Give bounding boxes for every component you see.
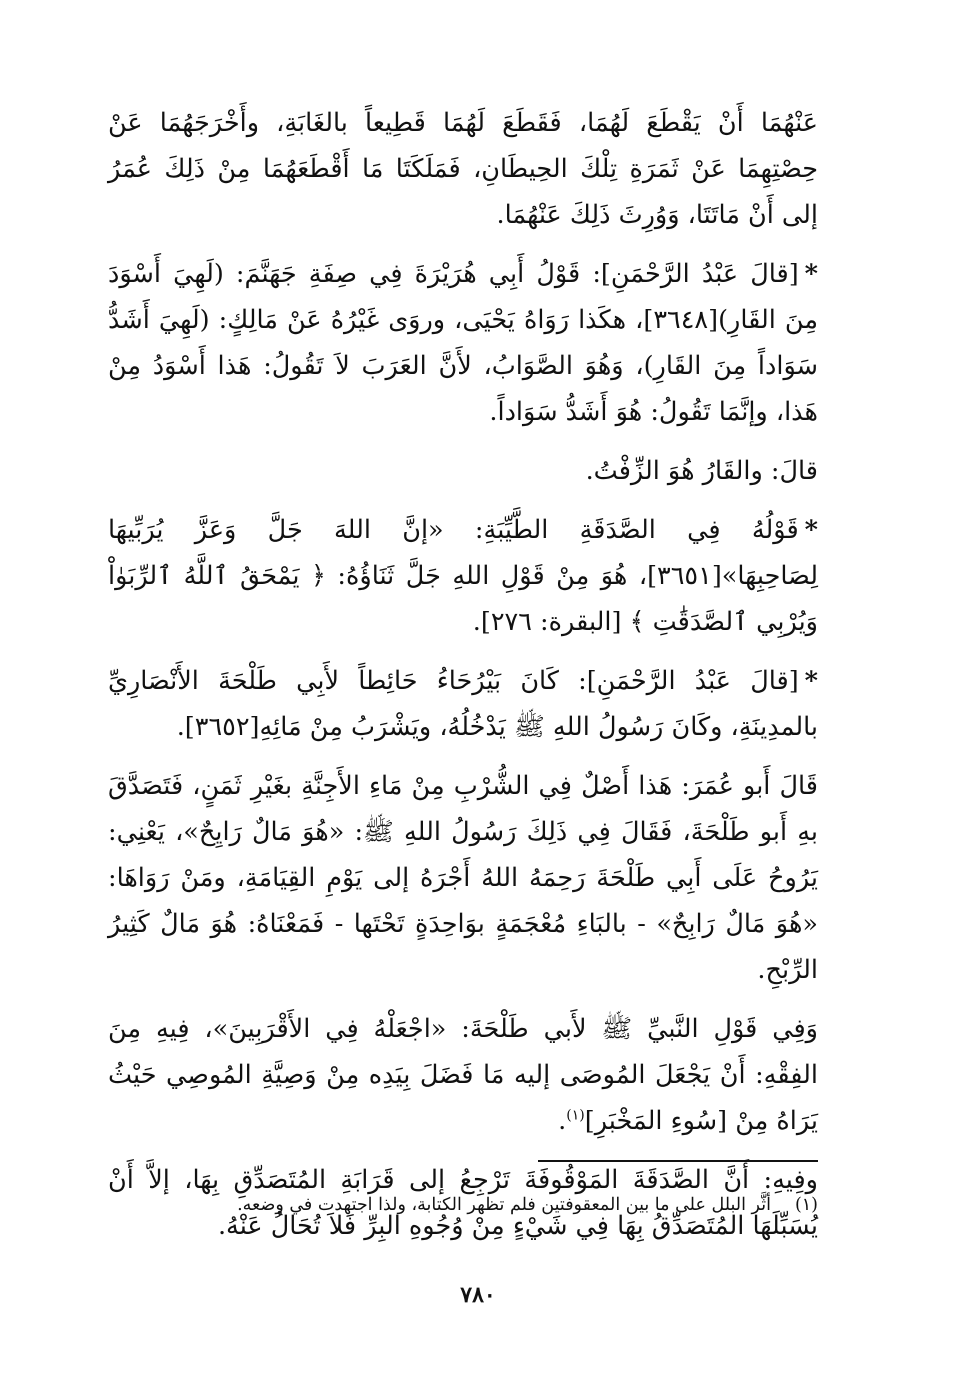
paragraph-4-text: قَوْلُهُ فِي الصَّدَقَةِ الطَّيِّبَةِ: «إنَّ اللهَ جَلَّ وَعَزَّ يُرَبِّيهَا لِصَاحِبِهَا»[٣٦٥١]، هُوَ مِنْ قَوْلِ اللهِ جَلَّ ثَنَاؤُهُ: ﴿ يَمْحَقُ ٱللَّهُ ٱلرِّبَوٰاْ وَيُرْبِي ٱلصَّدَقَٰتِ ﴾ [البقرة: ٢٧٦]. [108,515,818,637]
paragraph-1-text: عَنْهُمَا أَنْ يَقْطَعَ لَهُمَا، فَقَطَعَ لَهُمَا قَطِيعاً بالغَابَةِ، وأَخْرَجَهُمَا عَنْ حِصْتِهِمَا عَنْ ثَمَرَةِ تِلْكَ الحِيطَانِ، فَمَلَكَتَا مَا أَقْطَعَهُمَا مِنْ ذَلِكَ عُمَرُ إلى أَنْ مَاتَتَا، وَوُرِثَ ذَلِكَ عَنْهُمَا. [108,108,818,230]
paragraph-7-text: وَفِي قَوْلِ النَّبيِّ ﷺ لأَبي طَلْحَةَ: «اجْعَلْهُ فِي الأَقْرَبِينَ»، فِيهِ مِنَ الفِقْهِ: أَنْ يَجْعَلَ المُوصَى إليه مَا فَضَلَ بِيَدِه مِنْ وَصِيَّةِ المُوصِي حَيْثُ يَرَاهُ مِنْ [سُوءِ المَخْبَرِ] [108,1014,818,1136]
footnote [108,1190,818,1220]
footnote-text: أثَّر البلل على ما بين المعقوفتين فلم تظهر الكتابة، ولذا اجتهدت في وضعه. [237,1195,771,1215]
paragraph-6 [108,763,818,993]
paragraph-7-tail: . [558,1106,567,1136]
footnote-reference[interactable]: (١) [566,1107,585,1124]
paragraph-5 [108,658,818,750]
footnote-divider [538,1160,818,1162]
paragraph-4 [108,507,818,645]
paragraph-1 [108,100,818,238]
paragraph-7 [108,1006,818,1144]
paragraph-3 [108,448,818,494]
paragraph-2-text: [قالَ عَبْدُ الرَّحْمَنِ]: قَوْلُ أَبِي هُرَيْرَةَ فِي صِفَةِ جَهَنَّمَ: (لَهِيَ أَسْوَدَ مِنَ القَارِ)[٣٦٤٨]، هكَذا رَوَاهُ يَحْيَى، وروَى غَيْرُهُ عَنْ مَالِكٍ: (لَهِيَ أَشَدُّ سَوَاداً مِنَ القَارِ)، وَهُوَ الصَّوَابُ، لأَنَّ العَرَبَ لاَ تَقُولُ: هَذا أَسْوَدُ مِنْ هَذا، وإنَّمَا تَقُولُ: هُوَ أَشَدُّ سَوَاداً. [108,259,818,427]
paragraph-6-text: قَالَ أَبو عُمَرَ: هَذا أَصْلٌ فِي الشُّرْبِ مِنْ مَاءِ الأَجِنَّةِ بغَيْرِ ثَمَنٍ، فَتَصَدَّقَ بهِ أَبو طَلْحَةَ، فَقَالَ فِي ذَلِكَ رَسُولُ اللهِ ﷺ: «هُوَ مَالٌ رَايِحٌ»، يَعْنِي: يَرُوحُ عَلَى أَبِي طَلْحَةَ رَحِمَهُ اللهُ أَجْرَهُ إلى يَوْمِ القِيَامَةِ، ومَنْ رَوَاهَا: «هُوَ مَالٌ رَابِحٌ» - بالبَاءِ مُعْجَمَةٍ بوَاحِدَةٍ تَحْتَها - فَمَعْنَاهُ: هُوَ مَالٌ كَثِيرُ الرِّبْحِ. [108,771,818,985]
page-number: ٧٨٠ [460,1282,496,1308]
main-text [108,100,818,1262]
paragraph-8-text: وفِيهِ: أَنَّ الصَّدَقَةَ المَوْقُوفَةَ تَرْجِعُ إلى قَرَابَةِ المُتَصَدِّقِ بِهَا، إلاَّ أَنْ يُسَبِّلَهَا المُتَصَدِّقُ بِهَا فِي شَيْءٍ مِنْ وُجُوهِ البِرِّ فَلاَ تُحَالُ عَنْهُ. [108,1165,818,1241]
paragraph-2 [108,251,818,435]
bullet-mark: * [804,515,818,545]
bullet-mark: * [804,259,818,289]
paragraph-3-text: قالَ: والقَارُ هُوَ الزِّفْتُ. [585,456,818,486]
bullet-mark: * [804,666,818,696]
paragraph-5-text: [قالَ عَبْدُ الرَّحْمَنِ]: كَانَ بَيْرُحَاءُ حَائِطاً لأَبِي طَلْحَةَ الأَنْصَارِيِّ بالمدِينَةِ، وكَانَ رَسُولُ اللهِ ﷺ يَدْخُلُهُ، ويَشْرَبُ مِنْ مَائِهِ[٣٦٥٢]. [108,666,818,742]
footnote-number: (١) [794,1195,818,1215]
